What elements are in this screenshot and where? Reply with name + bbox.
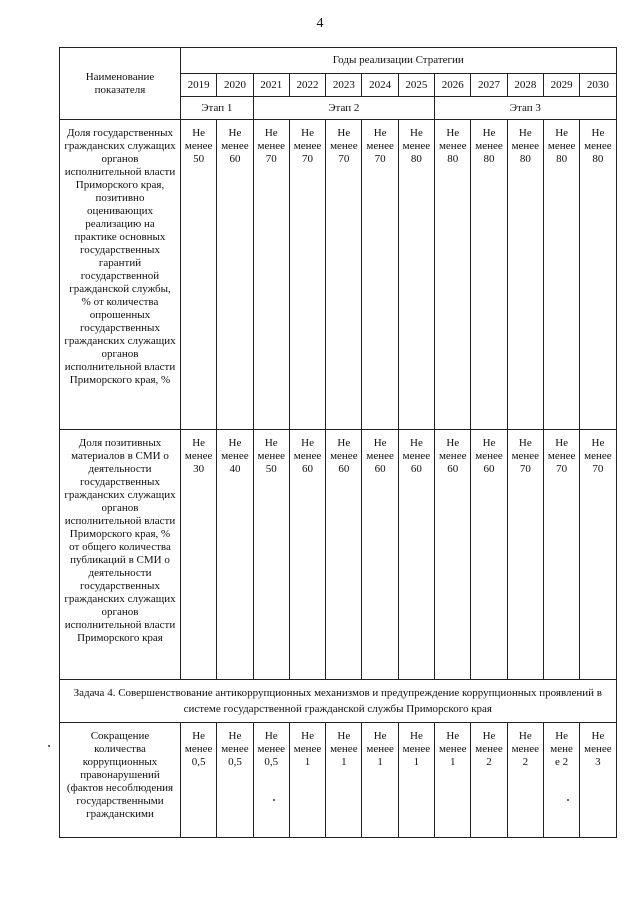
value-cell: Не менее 70 [507,430,543,680]
value-cell: Не мене е 2 [543,723,579,838]
strategy-indicators-table [59,47,617,838]
value-cell: Не менее 80 [507,120,543,430]
year-cell: 2022 [289,74,325,97]
year-cell: 2020 [217,74,253,97]
value-cell: Не менее 80 [471,120,507,430]
indicator-cell: Сокращение количества коррупционных правонарушений (фактов несоблюдения государственными гражданскими [60,723,181,838]
value-cell: Не менее 3 [580,723,616,838]
value-cell: Не менее 40 [217,430,253,680]
table-row [60,120,617,430]
indicator-cell: Доля позитивных материалов в СМИ о деятельности государственных гражданских служащих органов исполнительной власти Приморского края, % от общего количества публикаций в СМИ о деятельности государственных гражданских служащих органов исполнительной власти Приморского края [60,430,181,680]
value-cell: Не менее 70 [289,120,325,430]
value-cell: Не менее 1 [326,723,362,838]
value-cell: Не менее 70 [253,120,289,430]
value-cell: Не менее 70 [362,120,398,430]
page-number: 4 [316,16,324,31]
value-cell: Не менее 70 [580,430,616,680]
value-cell: Не менее 60 [217,120,253,430]
table-row [60,430,617,680]
value-cell: Не менее 0,5 [253,723,289,838]
value-cell: Не менее 60 [326,430,362,680]
scan-speck [567,799,569,801]
value-cell: Не менее 60 [398,430,434,680]
year-cell: 2027 [471,74,507,97]
year-cell: 2021 [253,74,289,97]
value-cell: Не менее 70 [543,430,579,680]
value-cell: Не менее 1 [398,723,434,838]
year-cell: 2029 [543,74,579,97]
year-cell: 2019 [181,74,217,97]
value-cell: Не менее 60 [471,430,507,680]
year-cell: 2024 [362,74,398,97]
task-4-heading: Задача 4. Совершенствование антикоррупционных механизмов и предупреждение коррупционных проявлений в системе государственной гражданской службы Приморского края [60,680,617,723]
value-cell: Не менее 30 [181,430,217,680]
value-cell: Не менее 60 [362,430,398,680]
value-cell: Не менее 1 [289,723,325,838]
year-cell: 2026 [435,74,471,97]
value-cell: Не менее 80 [398,120,434,430]
value-cell: Не менее 0,5 [181,723,217,838]
year-cell: 2030 [580,74,616,97]
value-cell: Не менее 0,5 [217,723,253,838]
indicator-cell: Доля государственных гражданских служащих органов исполнительной власти Приморского края, позитивно оценивающих реализацию на практике основных государственных гарантий государственной гражданской службы, % от количества опрошенных государственных гражданских служащих органов исполнительной власти Приморского края, % [60,120,181,430]
stage-3: Этап 3 [435,97,617,120]
year-cell: 2028 [507,74,543,97]
scan-speck [48,745,50,747]
year-cell: 2025 [398,74,434,97]
value-cell: Не менее 80 [435,120,471,430]
value-cell: Не менее 60 [435,430,471,680]
value-cell: Не менее 2 [507,723,543,838]
stage-2: Этап 2 [253,97,434,120]
value-cell: Не менее 1 [435,723,471,838]
table-row [60,723,617,838]
task-row [60,680,617,723]
scan-speck [273,799,275,801]
value-cell: Не менее 80 [580,120,616,430]
value-cell: Не менее 50 [181,120,217,430]
value-cell: Не менее 70 [326,120,362,430]
value-cell: Не менее 60 [289,430,325,680]
years-header: Годы реализации Стратегии [181,48,617,74]
stage-1: Этап 1 [181,97,254,120]
value-cell: Не менее 2 [471,723,507,838]
value-cell: Не менее 1 [362,723,398,838]
indicator-name-header: Наименование показателя [60,48,181,120]
year-cell: 2023 [326,74,362,97]
value-cell: Не менее 80 [543,120,579,430]
value-cell: Не менее 50 [253,430,289,680]
